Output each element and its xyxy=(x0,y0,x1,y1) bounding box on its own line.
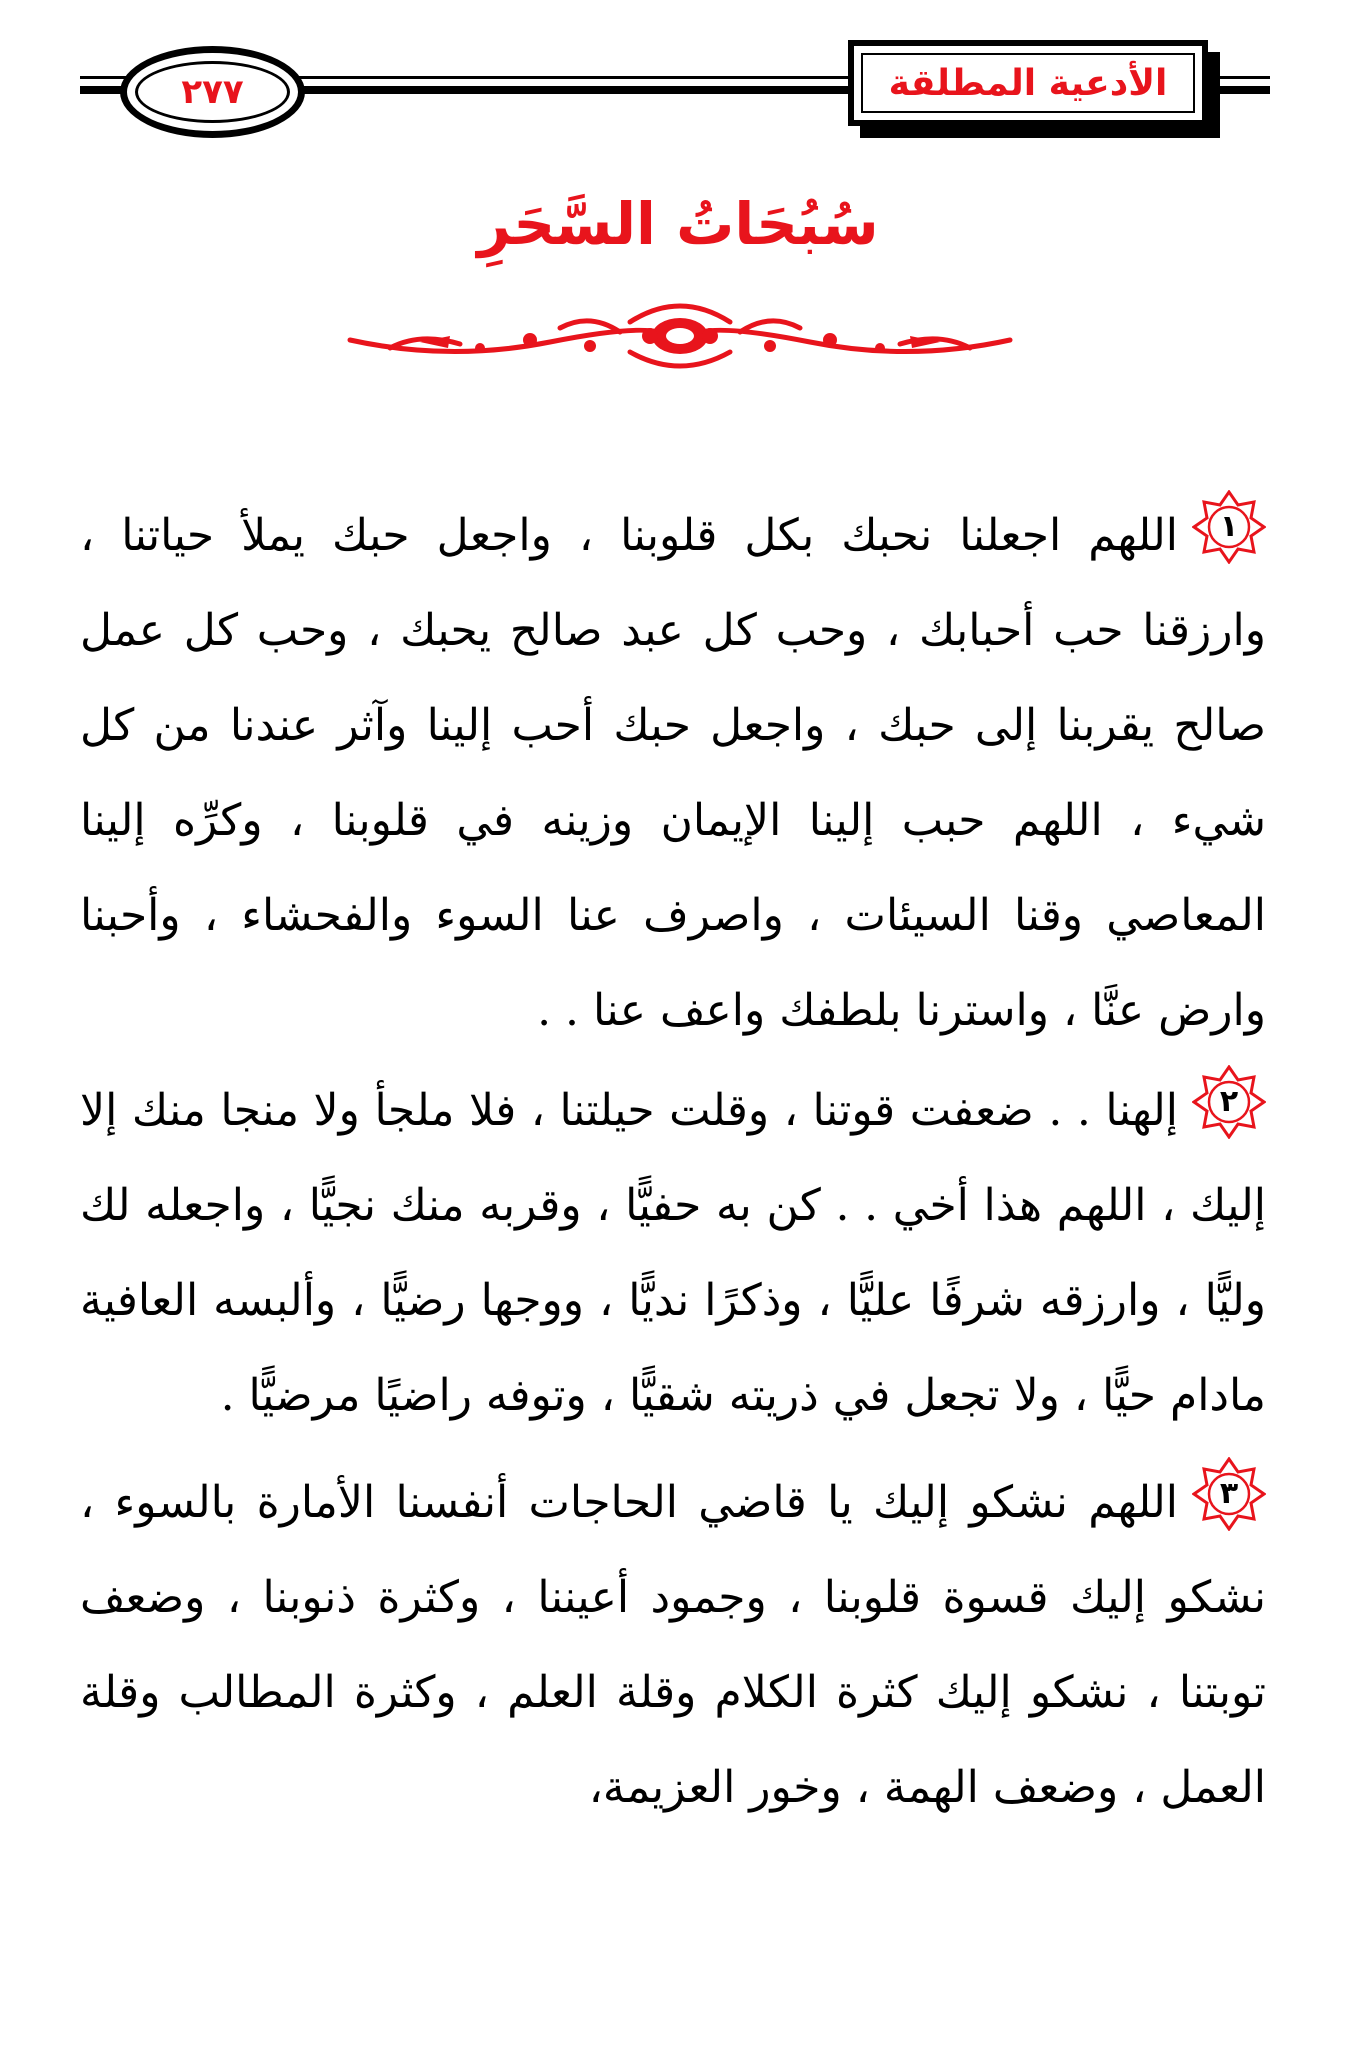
paragraph-number-badge xyxy=(1192,1457,1266,1531)
paragraph-3 xyxy=(80,1455,1266,1835)
paragraph-number: ٣ xyxy=(1219,1476,1239,1511)
page-number: ٢٧٧ xyxy=(181,72,244,112)
paragraph-number: ٢ xyxy=(1219,1084,1239,1119)
paragraph-text: اللهم اجعلنا نحبك بكل قلوبنا ، واجعل حبك يملأ حياتنا ، وارزقنا حب أحبابك ، وحب كل عبد صالح يحبك ، وحب كل عمل صالح يقربنا إلى حبك ، واجعل حبك أحب إلينا وآثر عندنا من كل شيء ، اللهم حبب إلينا الإيمان وزينه في قلوبنا ، وكرِّه إلينا المعاصي وقنا السيئات ، واصرف عنا السوء والفحشاء ، وأحبنا وارض عنَّا ، واسترنا بلطفك واعف عنا . . xyxy=(80,510,1266,1036)
paragraph-text: اللهم نشكو إليك يا قاضي الحاجات أنفسنا الأمارة بالسوء ، نشكو إليك قسوة قلوبنا ، وجمود أعيننا ، وكثرة ذنوبنا ، وضعف توبتنا ، نشكو إليك كثرة الكلام وقلة العلم ، وكثرة المطالب وقلة العمل ، وضعف الهمة ، وخور العزيمة، xyxy=(80,1477,1266,1813)
paragraph-text: إلهنا . . ضعفت قوتنا ، وقلت حيلتنا ، فلا ملجأ ولا منجا منك إلا إليك ، اللهم هذا أخي . . كن به حفيًّا ، وقربه منك نجيًّا ، واجعله لك وليًّا ، وارزقه شرفًا عليًّا ، وذكرًا نديًّا ، ووجها رضيًّا ، وألبسه العافية مادام حيًّا ، ولا تجعل في ذريته شقيًّا ، وتوفه راضيًا مرضيًّا . xyxy=(80,1085,1266,1421)
prayer-text xyxy=(80,488,1266,1835)
page-number-oval xyxy=(120,46,305,138)
ornament-divider-icon xyxy=(330,292,1030,372)
paragraph-number-badge xyxy=(1192,490,1266,564)
page-header xyxy=(0,0,1356,150)
book-title-box xyxy=(848,40,1208,126)
paragraph-number-badge xyxy=(1192,1065,1266,1139)
paragraph-1 xyxy=(80,488,1266,1058)
page-number-oval-inner xyxy=(135,61,290,123)
paragraph-number: ١ xyxy=(1219,509,1239,544)
section-title: سُبُحَاتُ السَّحَرِ xyxy=(477,190,879,258)
book-title-box-inner xyxy=(861,53,1195,113)
paragraph-2 xyxy=(80,1063,1266,1443)
book-title: الأدعية المطلقة xyxy=(888,62,1168,104)
